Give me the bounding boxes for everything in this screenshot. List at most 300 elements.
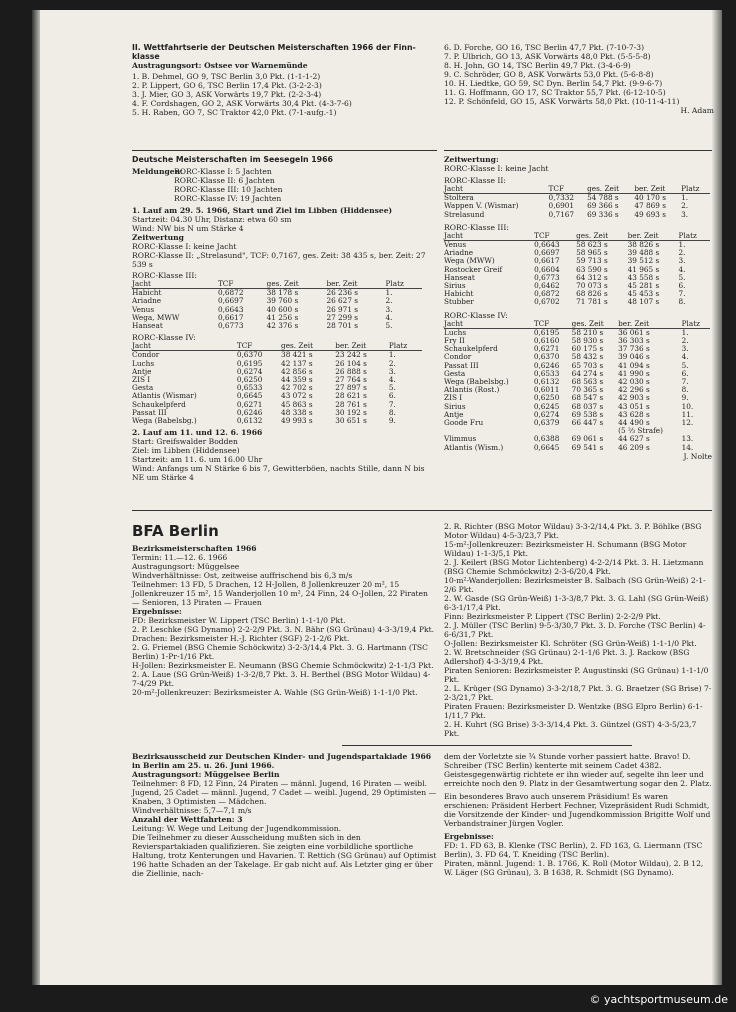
table-cell: 6. — [678, 281, 686, 291]
table-cell: 26 888 s — [335, 366, 367, 376]
table-cell: (5 ⅔ Strafe) — [618, 426, 663, 436]
zw-k4-table — [444, 320, 710, 452]
zw-k4-label: RORC-Klasse IV: — [444, 310, 508, 320]
table-cell: 0,6132 — [236, 416, 263, 426]
table-cell: 0,6533 — [533, 368, 560, 378]
table-cell: 27 764 s — [335, 375, 367, 385]
column-header: Jacht — [444, 185, 549, 194]
bfa-section-left — [132, 522, 437, 697]
table-cell: 47 869 s — [634, 201, 666, 211]
table-row — [132, 360, 422, 368]
divider — [132, 510, 712, 511]
table-cell: 39 488 s — [627, 248, 660, 258]
table-cell: 41 094 s — [618, 360, 650, 370]
table-cell: 69 061 s — [571, 434, 604, 444]
table-cell: 37 736 s — [618, 344, 650, 354]
bfa-result: 2. W. Gasde (SG Grün-Weiß) 1-3-3/8,7 Pkt. 3. G. Lahl (SG Grün-Weiß) 6-3-1/17,4 Pkt. — [444, 594, 709, 612]
table-cell: Wappen V. (Wismar) — [444, 201, 519, 211]
table-cell: 8. — [678, 297, 686, 307]
table-cell: 0,7167 — [548, 209, 575, 219]
table-cell: Passat III — [444, 360, 479, 370]
table-cell: Goode Fru — [444, 418, 484, 428]
table-cell: 8. — [681, 385, 689, 395]
table-cell: 26 971 s — [326, 304, 359, 314]
table-cell: Venus — [444, 240, 467, 250]
spartakiade-wind: Windverhältnisse: 5,7—7,1 m/s — [132, 806, 252, 815]
table-cell: Condor — [132, 350, 160, 360]
column-header: ges. Zeit — [572, 320, 618, 329]
table-cell: 1. — [388, 350, 396, 360]
bfa-teilnehmer: Teilnehmer: 13 FD, 5 Drachen, 12 H-Jollen, 8 Jollenkreuzer 20 m², 15 Jollenkreuzer 15 m², 15 Wanderjollen 10 m², 24 Finn, 24 O-Jollen, 22 Piraten — Senioren, 13 Piraten — Frauen — [132, 580, 428, 607]
table-cell: 28 701 s — [326, 321, 359, 331]
table-cell: 4. — [388, 375, 396, 385]
bfa-section-right — [444, 522, 712, 738]
divider — [342, 745, 632, 746]
table-cell: Condor — [444, 352, 472, 362]
result-line: 5. H. Raben, GO 7, SC Traktor 42,0 Pkt. (7-1-aufg.-1) — [132, 108, 337, 117]
spartakiade-venue: Austragungsort: Müggelsee Berlin — [132, 770, 280, 779]
result-line: 1. B. Dehmel, GO 9, TSC Berlin 3,0 Pkt. (1-1-1-2) — [132, 72, 321, 81]
column-header: ber. Zeit — [628, 232, 679, 241]
table-cell: 0,6246 — [236, 407, 263, 417]
zw-k3-table — [444, 232, 710, 307]
rorc-k4-table — [132, 342, 422, 425]
meldungen-list — [174, 167, 283, 203]
table-cell: 71 781 s — [576, 297, 608, 307]
table-cell: 45 281 s — [627, 281, 660, 291]
table-cell: 42 856 s — [281, 366, 313, 376]
table-cell: 3. — [388, 366, 396, 376]
table-cell: 38 421 s — [281, 350, 313, 360]
table-cell: 69 336 s — [587, 209, 619, 219]
bfa-result: 10-m²-Wanderjollen: Bezirksmeister B. Salbach (SG Grün-Weiß) 2-1-2/6 Pkt. — [444, 576, 706, 594]
seesegeln-section — [132, 155, 437, 482]
table-cell: 0,6274 — [533, 409, 560, 419]
rorc-k4-label: RORC-Klasse IV: — [132, 333, 196, 343]
table-header-row — [132, 342, 422, 351]
table-cell: 0,6645 — [236, 391, 263, 401]
meldung-line: RORC-Klasse III: 10 Jachten — [174, 185, 283, 194]
table-cell: 0,6617 — [534, 256, 560, 266]
column-header: TCF — [237, 342, 281, 351]
column-header: ges. Zeit — [587, 185, 634, 194]
table-cell: 43 558 s — [627, 272, 660, 282]
page-binding — [32, 10, 40, 985]
spartakiade-right-text: dem der Vorletzte sie ¾ Stunde vorher passiert hatte. Bravo! D. Schreiber (TSC Berlin) kenterte mit seinem Cadet 4382. Geistesgegenwärtig richtete er ihn wieder auf, segelte ihn leer und erreichte noch den 9. Platz in der Gesamtwertung sogar den 2. Platz. — [444, 752, 712, 788]
table-cell: Ariadne — [132, 296, 162, 306]
lauf2-ziel: Ziel: im Libben (Hiddensee) — [132, 446, 240, 456]
table-cell: Wega (Babelsbg.) — [444, 377, 509, 387]
table-cell: 49 993 s — [281, 416, 313, 426]
table-cell: 8. — [388, 407, 396, 417]
table-cell: 43 628 s — [618, 409, 650, 419]
column-header: ges. Zeit — [281, 342, 335, 351]
table-cell: 2. — [678, 248, 686, 258]
table-cell: Habicht — [132, 288, 162, 298]
bfa-result: 2. W. Bretschneider (SG Grünau) 2-1-1/6 Pkt. 3. J. Rackow (BSG Adlershof) 4-3-3/19,4 Pkt. — [444, 648, 690, 666]
result-line: 3. J. Mier, GO 3, ASK Vorwärts 19,7 Pkt. (2-2-3-4) — [132, 90, 322, 99]
table-cell: 0,6773 — [534, 272, 560, 282]
zeitwertung-heading: Zeitwertung — [132, 233, 184, 242]
bfa-results-left — [132, 616, 437, 697]
table-cell: Wega (Babelsbg.) — [132, 416, 197, 426]
table-cell: 40 600 s — [266, 304, 299, 314]
table-cell: 0,6604 — [534, 264, 560, 274]
table-cell: 5. — [678, 272, 686, 282]
bfa-result: 15-m²-Jollenkreuzer: Bezirksmeister H. Schumann (BSG Motor Wildau) 1-1-3/5,1 Pkt. — [444, 540, 687, 558]
table-cell: 5. — [385, 321, 393, 331]
spartakiade-fd: FD: 1. FD 63, B. Klenke (TSC Berlin), 2. FD 163, G. Liermann (TSC Berlin), 3. FD 64, T. Kneiding (TSC Berlin). — [444, 841, 703, 859]
bfa-result: Drachen: Bezirksmeister H.-J. Richter (SGF) 2-1-2/6 Pkt. — [132, 634, 350, 643]
bfa-wind: Windverhältnisse: Ost, zeitweise auffrischend bis 6,3 m/s — [132, 571, 353, 580]
table-cell: 0,6160 — [533, 336, 560, 346]
table-cell: 68 826 s — [576, 289, 608, 299]
table-cell: 3. — [681, 209, 689, 219]
table-cell: 27 299 s — [326, 312, 359, 322]
table-cell: 42 137 s — [281, 358, 313, 368]
bfa-result: H-Jollen: Bezirksmeister E. Neumann (BSG Chemie Schmöckwitz) 2-1-1/3 Pkt. — [132, 661, 434, 670]
result-line: 8. H. John, GO 14, TSC Berlin 49,7 Pkt. (3-4-6-9) — [444, 61, 631, 70]
table-cell: Rostocker Greif — [444, 264, 503, 274]
finn-series-venue: Austragungsort: Ostsee vor Warnemünde — [132, 61, 308, 70]
table-cell: 9. — [388, 416, 396, 426]
table-cell: Schaukelpferd — [132, 399, 186, 409]
table-cell: ZIS I — [132, 375, 151, 385]
table-cell: Wega (MWW) — [444, 256, 495, 266]
table-cell: 0,6370 — [236, 350, 263, 360]
bfa-termin: Termin: 11.—12. 6. 1966 — [132, 553, 228, 562]
table-cell: 0,6702 — [534, 297, 560, 307]
table-cell: 28 761 s — [335, 399, 367, 409]
table-cell: 42 702 s — [281, 383, 313, 393]
lauf1-wind: Wind: NW bis N um Stärke 4 — [132, 224, 244, 233]
zw-k2-table — [444, 185, 710, 219]
table-row — [444, 211, 710, 219]
result-line: 2. P. Lippert, GO 6, TSC Berlin 17,4 Pkt. (3-2-2-3) — [132, 81, 322, 90]
table-cell: 44 490 s — [618, 418, 650, 428]
table-cell: 39 760 s — [266, 296, 299, 306]
table-cell: 0,6697 — [217, 296, 244, 306]
table-cell: 27 897 s — [335, 383, 367, 393]
table-cell: 41 256 s — [266, 312, 299, 322]
table-cell: 38 178 s — [266, 288, 299, 298]
table-cell: 7. — [678, 289, 686, 299]
table-cell: 6. — [388, 391, 396, 401]
bfa-result: FD: Bezirksmeister W. Lippert (TSC Berlin) 1-1-1/0 Pkt. — [132, 616, 346, 625]
table-row — [132, 417, 422, 425]
table-cell: 0,6617 — [217, 312, 244, 322]
table-cell: 6. — [681, 368, 689, 378]
table-cell: Venus — [132, 304, 155, 314]
table-cell: 68 563 s — [571, 377, 604, 387]
table-cell: Schaukelpferd — [444, 344, 498, 354]
magazine-page — [32, 10, 722, 985]
table-cell: 0,6462 — [534, 281, 560, 291]
result-line: 7. P. Ulbrich, GO 13, ASK Vorwärts 48,0 Pkt. (5-5-5-8) — [444, 52, 651, 61]
meldung-line: RORC-Klasse II: 6 Jachten — [174, 176, 275, 185]
zw-k2-label: RORC-Klasse II: — [444, 176, 506, 185]
lauf2-start: Start: Greifswalder Bodden — [132, 437, 238, 447]
table-cell: 58 210 s — [571, 327, 604, 337]
bfa-venue: Austragungsort: Müggelsee — [132, 562, 240, 571]
finn-signature: H. Adam — [680, 106, 714, 115]
table-header-row — [444, 185, 710, 194]
table-cell: 11. — [681, 409, 694, 419]
finn-series-left — [132, 43, 437, 117]
bfa-result: 20-m²-Jollenkreuzer: Bezirksmeister A. Wahle (SG Grün-Weiß) 1-1-1/0 Pkt. — [132, 688, 418, 697]
column-header: ber. Zeit — [634, 185, 681, 194]
column-header: Jacht — [444, 232, 534, 241]
table-cell: 42 903 s — [618, 393, 650, 403]
column-header: Platz — [682, 320, 710, 329]
lauf1-startzeit: Startzeit: 04.30 Uhr, Distanz: etwa 60 sm — [132, 215, 292, 224]
column-header: TCF — [218, 280, 267, 289]
bfa-result: 2. L. Krüger (SG Dynamo) 3-3-2/18,7 Pkt. 3. G. Braetzer (SG Brise) 7-2-3/21,7 Pkt. — [444, 684, 712, 702]
table-cell: 0,6370 — [533, 352, 560, 362]
table-cell: 43 051 s — [618, 401, 650, 411]
table-cell: ZIS I — [444, 393, 463, 403]
table-cell: 58 432 s — [571, 352, 604, 362]
table-cell: 10. — [681, 401, 694, 411]
table-cell: 42 376 s — [266, 321, 299, 331]
table-cell: 26 627 s — [326, 296, 359, 306]
table-cell: 12. — [681, 418, 694, 428]
table-row — [132, 368, 422, 376]
bfa-ergebnisse: Ergebnisse: — [132, 607, 182, 616]
meldung-line: RORC-Klasse IV: 19 Jachten — [174, 194, 282, 203]
table-cell: 23 242 s — [335, 350, 367, 360]
table-cell: 0,6195 — [533, 327, 560, 337]
table-cell: 64 274 s — [571, 368, 604, 378]
table-cell: Atlantis (Wism.) — [444, 442, 504, 452]
table-cell: Atlantis (Rost.) — [444, 385, 500, 395]
table-cell: 0,6195 — [236, 358, 263, 368]
table-cell: 0,6901 — [548, 201, 575, 211]
lauf1-heading: 1. Lauf am 29. 5. 1966, Start und Ziel im Libben (Hiddensee) — [132, 206, 393, 215]
page-edge — [712, 10, 722, 985]
table-cell: 4. — [678, 264, 686, 274]
table-cell: Wega, MWW — [132, 312, 180, 322]
table-cell: Luchs — [444, 327, 467, 337]
zw-k3-label: RORC-Klasse III: — [444, 222, 509, 232]
meldungen-block — [132, 167, 437, 203]
bfa-result: 2. A. Laue (SG Grün-Weiß) 1-3-2/8,7 Pkt. 3. H. Berthel (BSG Motor Wildau) 4-7-4/29 Pkt. — [132, 670, 431, 688]
lauf2-startzeit: Startzeit: am 11. 6. um 16.00 Uhr — [132, 455, 263, 465]
bfa-result: 2. H. Kuhrt (SG Brise) 3-3-3/14,4 Pkt. 3. Güntzel (GST) 4-3-5/23,7 Pkt. — [444, 720, 697, 738]
table-cell: 36 303 s — [618, 336, 650, 346]
table-cell: Ariadne — [444, 248, 474, 258]
table-cell: 7. — [388, 399, 396, 409]
table-cell: Atlantis (Wismar) — [132, 391, 197, 401]
spartakiade-anzahl: Anzahl der Wettfahrten: 3 — [132, 815, 243, 824]
table-row — [132, 401, 422, 409]
column-header: Platz — [386, 280, 423, 289]
table-cell: 39 512 s — [627, 256, 660, 266]
spartakiade-leitung: Leitung: W. Wege und Leitung der Jugendkommission. — [132, 824, 342, 833]
bfa-result: Piraten Senioren: Bezirksmeister P. Augustinski (SG Grünau) 1-1-1/0 Pkt. — [444, 666, 709, 684]
table-cell: 63 590 s — [576, 264, 608, 274]
finn-series-right — [444, 43, 714, 115]
table-cell: Strelasund — [444, 209, 485, 219]
table-cell: 1. — [385, 288, 393, 298]
table-cell: Luchs — [132, 358, 155, 368]
table-cell: 26 104 s — [335, 358, 367, 368]
divider — [132, 150, 437, 151]
table-cell: 0,6274 — [236, 366, 263, 376]
bfa-subtitle: Bezirksmeisterschaften 1966 — [132, 544, 257, 553]
table-cell: 1. — [678, 240, 686, 250]
table-cell: 69 538 s — [571, 409, 604, 419]
column-header: TCF — [534, 232, 576, 241]
rorc-k3-label: RORC-Klasse III: — [132, 271, 197, 280]
column-header: Jacht — [132, 342, 237, 351]
spartakiade-right — [444, 752, 712, 877]
table-cell: 0,6379 — [533, 418, 560, 428]
table-cell: Passat III — [132, 407, 167, 417]
bfa-result: 2. J. Keilert (BSG Motor Lichtenberg) 4-2-2/14 Pkt. 3. H. Lietzmann (BSG Chemie Schmöckwitz) 2-3-6/20,4 Pkt. — [444, 558, 704, 576]
table-row — [132, 351, 422, 360]
table-cell: 0,6773 — [217, 321, 244, 331]
table-cell: 45 453 s — [627, 289, 660, 299]
table-cell: Fry II — [444, 336, 465, 346]
table-cell: 0,6250 — [533, 393, 560, 403]
spartakiade-bravo: Ein besonderes Bravo auch unserem Präsidium! Es waren erschienen: Präsident Herbert Fechner, Vizepräsident Rudi Schmidt, die Vorsitzende der Kinder- und Jugendkommission Brigitte Wolf und Verbandstrainer Jürgen Vogler. — [444, 792, 711, 828]
bfa-result: 2. P. Leschke (SG Dynamo) 2-2-2/9 Pkt. 3. N. Bähr (SG Grünau) 4-3-3/19,4 Pkt. — [132, 625, 435, 634]
bfa-results-right — [444, 522, 712, 738]
table-cell: 58 930 s — [571, 336, 604, 346]
meldung-line: RORC-Klasse I: 5 Jachten — [174, 167, 272, 176]
table-cell: 64 312 s — [576, 272, 608, 282]
result-line: 12. P. Schönfeld, GO 15, ASK Vorwärts 58,0 Pkt. (10-11-4-11) — [444, 97, 680, 106]
table-cell: 0,6643 — [217, 304, 244, 314]
rorc-k3-table — [132, 280, 422, 330]
column-header: ber. Zeit — [335, 342, 389, 351]
table-cell: 42 296 s — [618, 385, 650, 395]
column-header: TCF — [534, 320, 572, 329]
table-cell: 0,6872 — [534, 289, 560, 299]
result-line: 9. C. Schröder, GO 8, ASK Vorwärts 53,0 Pkt. (5-6-8-8) — [444, 70, 654, 79]
zeitwertung2-title: Zeitwertung: — [444, 155, 499, 164]
column-header: Platz — [679, 232, 710, 241]
table-cell: Hanseat — [444, 272, 475, 282]
table-cell: 4. — [385, 312, 393, 322]
finn-results-left — [132, 72, 437, 117]
zeitwertung-section — [444, 155, 712, 461]
table-row — [444, 444, 710, 452]
table-cell: 0,6643 — [534, 240, 560, 250]
table-cell: 1. — [681, 193, 689, 203]
zw-signature: J. Nolte — [683, 451, 712, 461]
table-cell: 0,6872 — [217, 288, 244, 298]
table-cell: 45 863 s — [281, 399, 313, 409]
table-cell: 49 693 s — [634, 209, 666, 219]
table-cell: 69 541 s — [571, 442, 604, 452]
column-header: ges. Zeit — [267, 280, 327, 289]
table-cell: 0,6250 — [236, 375, 263, 385]
divider — [444, 150, 712, 151]
table-cell: 0,6271 — [236, 399, 263, 409]
table-cell: 30 192 s — [335, 407, 367, 417]
table-cell: 2. — [388, 358, 396, 368]
table-cell: 0,6245 — [533, 401, 560, 411]
table-cell: 42 030 s — [618, 377, 650, 387]
table-cell: 41 990 s — [618, 368, 650, 378]
table-cell: 0,7332 — [548, 193, 575, 203]
spartakiade-text: Die Teilnehmer zu dieser Ausscheidung mußten sich in den Revierspartakiaden qualifizieren. Sie zeigten eine vorbildliche sportliche Haltung, trotz Kenterungen und Havarien. T. Rettich (SG Grünau) auf Optimist 196 hatte Schaden an der Takelage. Er gab nicht auf. Als Letzter ging er über die Ziellinie, nach- — [132, 833, 437, 878]
table-cell: 68 037 s — [571, 401, 604, 411]
table-cell: Antje — [444, 409, 464, 419]
bfa-result: Finn: Bezirksmeister P. Lippert (TSC Berlin) 2-2-2/9 Pkt. — [444, 612, 661, 621]
table-cell: Sirius — [444, 281, 466, 291]
table-cell: 30 651 s — [335, 416, 367, 426]
table-cell: Stoltera — [444, 193, 474, 203]
table-cell: Habicht — [444, 289, 474, 299]
table-cell: 7. — [681, 377, 689, 387]
table-cell: 26 236 s — [326, 288, 359, 298]
table-cell: Antje — [132, 366, 152, 376]
table-cell: 59 713 s — [576, 256, 608, 266]
table-cell: 69 366 s — [587, 201, 619, 211]
table-cell: Gesta — [444, 368, 466, 378]
result-line: 10. H. Liedtke, GO 59, SC Dyn. Berlin 54,7 Pkt. (9-9-6-7) — [444, 79, 663, 88]
table-cell: 65 703 s — [571, 360, 604, 370]
table-cell: 2. — [681, 336, 689, 346]
table-cell: 39 046 s — [618, 352, 650, 362]
table-cell: 43 072 s — [281, 391, 313, 401]
table-cell: 58 965 s — [576, 248, 608, 258]
column-header: TCF — [549, 185, 588, 194]
table-cell: 44 627 s — [618, 434, 650, 444]
table-cell: 0,6271 — [533, 344, 560, 354]
column-header: Jacht — [132, 280, 218, 289]
table-cell: 28 621 s — [335, 391, 367, 401]
table-cell: 2. — [385, 296, 393, 306]
table-cell: 70 365 s — [571, 385, 604, 395]
table-cell: 0,6132 — [533, 377, 560, 387]
table-cell: 4. — [681, 352, 689, 362]
table-cell: 40 170 s — [634, 193, 666, 203]
lauf2-wind: Wind: Anfangs um N Stärke 6 bis 7, Gewitterböen, nachts Stille, dann N bis NE um Stärke 4 — [132, 464, 425, 483]
seesegeln-title: Deutsche Meisterschaften im Seesegeln 1966 — [132, 155, 333, 164]
table-cell: Hanseat — [132, 321, 163, 331]
rorc-k2: RORC-Klasse II: „Strelasund", TCF: 0,7167, ges. Zeit: 38 435 s, ber. Zeit: 27 539 s — [132, 251, 426, 269]
table-row — [444, 298, 710, 306]
result-line: 11. G. Hoffmann, GO 17, SC Traktor 55,7 Pkt. (6-12-10-5) — [444, 88, 666, 97]
table-cell: 0,6645 — [533, 442, 560, 452]
table-cell: 3. — [681, 344, 689, 354]
result-line: 4. F. Cordshagen, GO 2, ASK Vorwärts 30,4 Pkt. (4-3-7-6) — [132, 99, 352, 108]
table-cell: 0,6388 — [533, 434, 560, 444]
meldungen-label: Meldungen: — [132, 167, 183, 176]
table-cell: 0,6011 — [533, 385, 560, 395]
table-cell: 1. — [681, 327, 689, 337]
table-cell: Stubber — [444, 297, 474, 307]
table-row — [132, 322, 422, 330]
table-cell: 0,6533 — [236, 383, 263, 393]
table-cell: 3. — [385, 304, 393, 314]
table-cell: 5. — [681, 360, 689, 370]
table-cell: 2. — [681, 201, 689, 211]
rorc-k1: RORC-Klasse I: keine Jacht — [132, 242, 237, 251]
table-cell: 41 965 s — [627, 264, 660, 274]
table-cell: 48 107 s — [627, 297, 660, 307]
table-cell: 70 073 s — [576, 281, 608, 291]
bfa-result: 2. R. Richter (BSG Motor Wildau) 3-3-2/14,4 Pkt. 3. P. Böhlke (BSG Motor Wildau) 4-5-3/23,7 Pkt. — [444, 522, 702, 540]
table-cell: 5. — [388, 383, 396, 393]
table-cell: 58 623 s — [576, 240, 608, 250]
column-header: ges. Zeit — [576, 232, 628, 241]
bfa-result: Piraten Frauen: Bezirksmeister D. Wentzke (BSG Elpro Berlin) 6-1-1/11,7 Pkt. — [444, 702, 703, 720]
